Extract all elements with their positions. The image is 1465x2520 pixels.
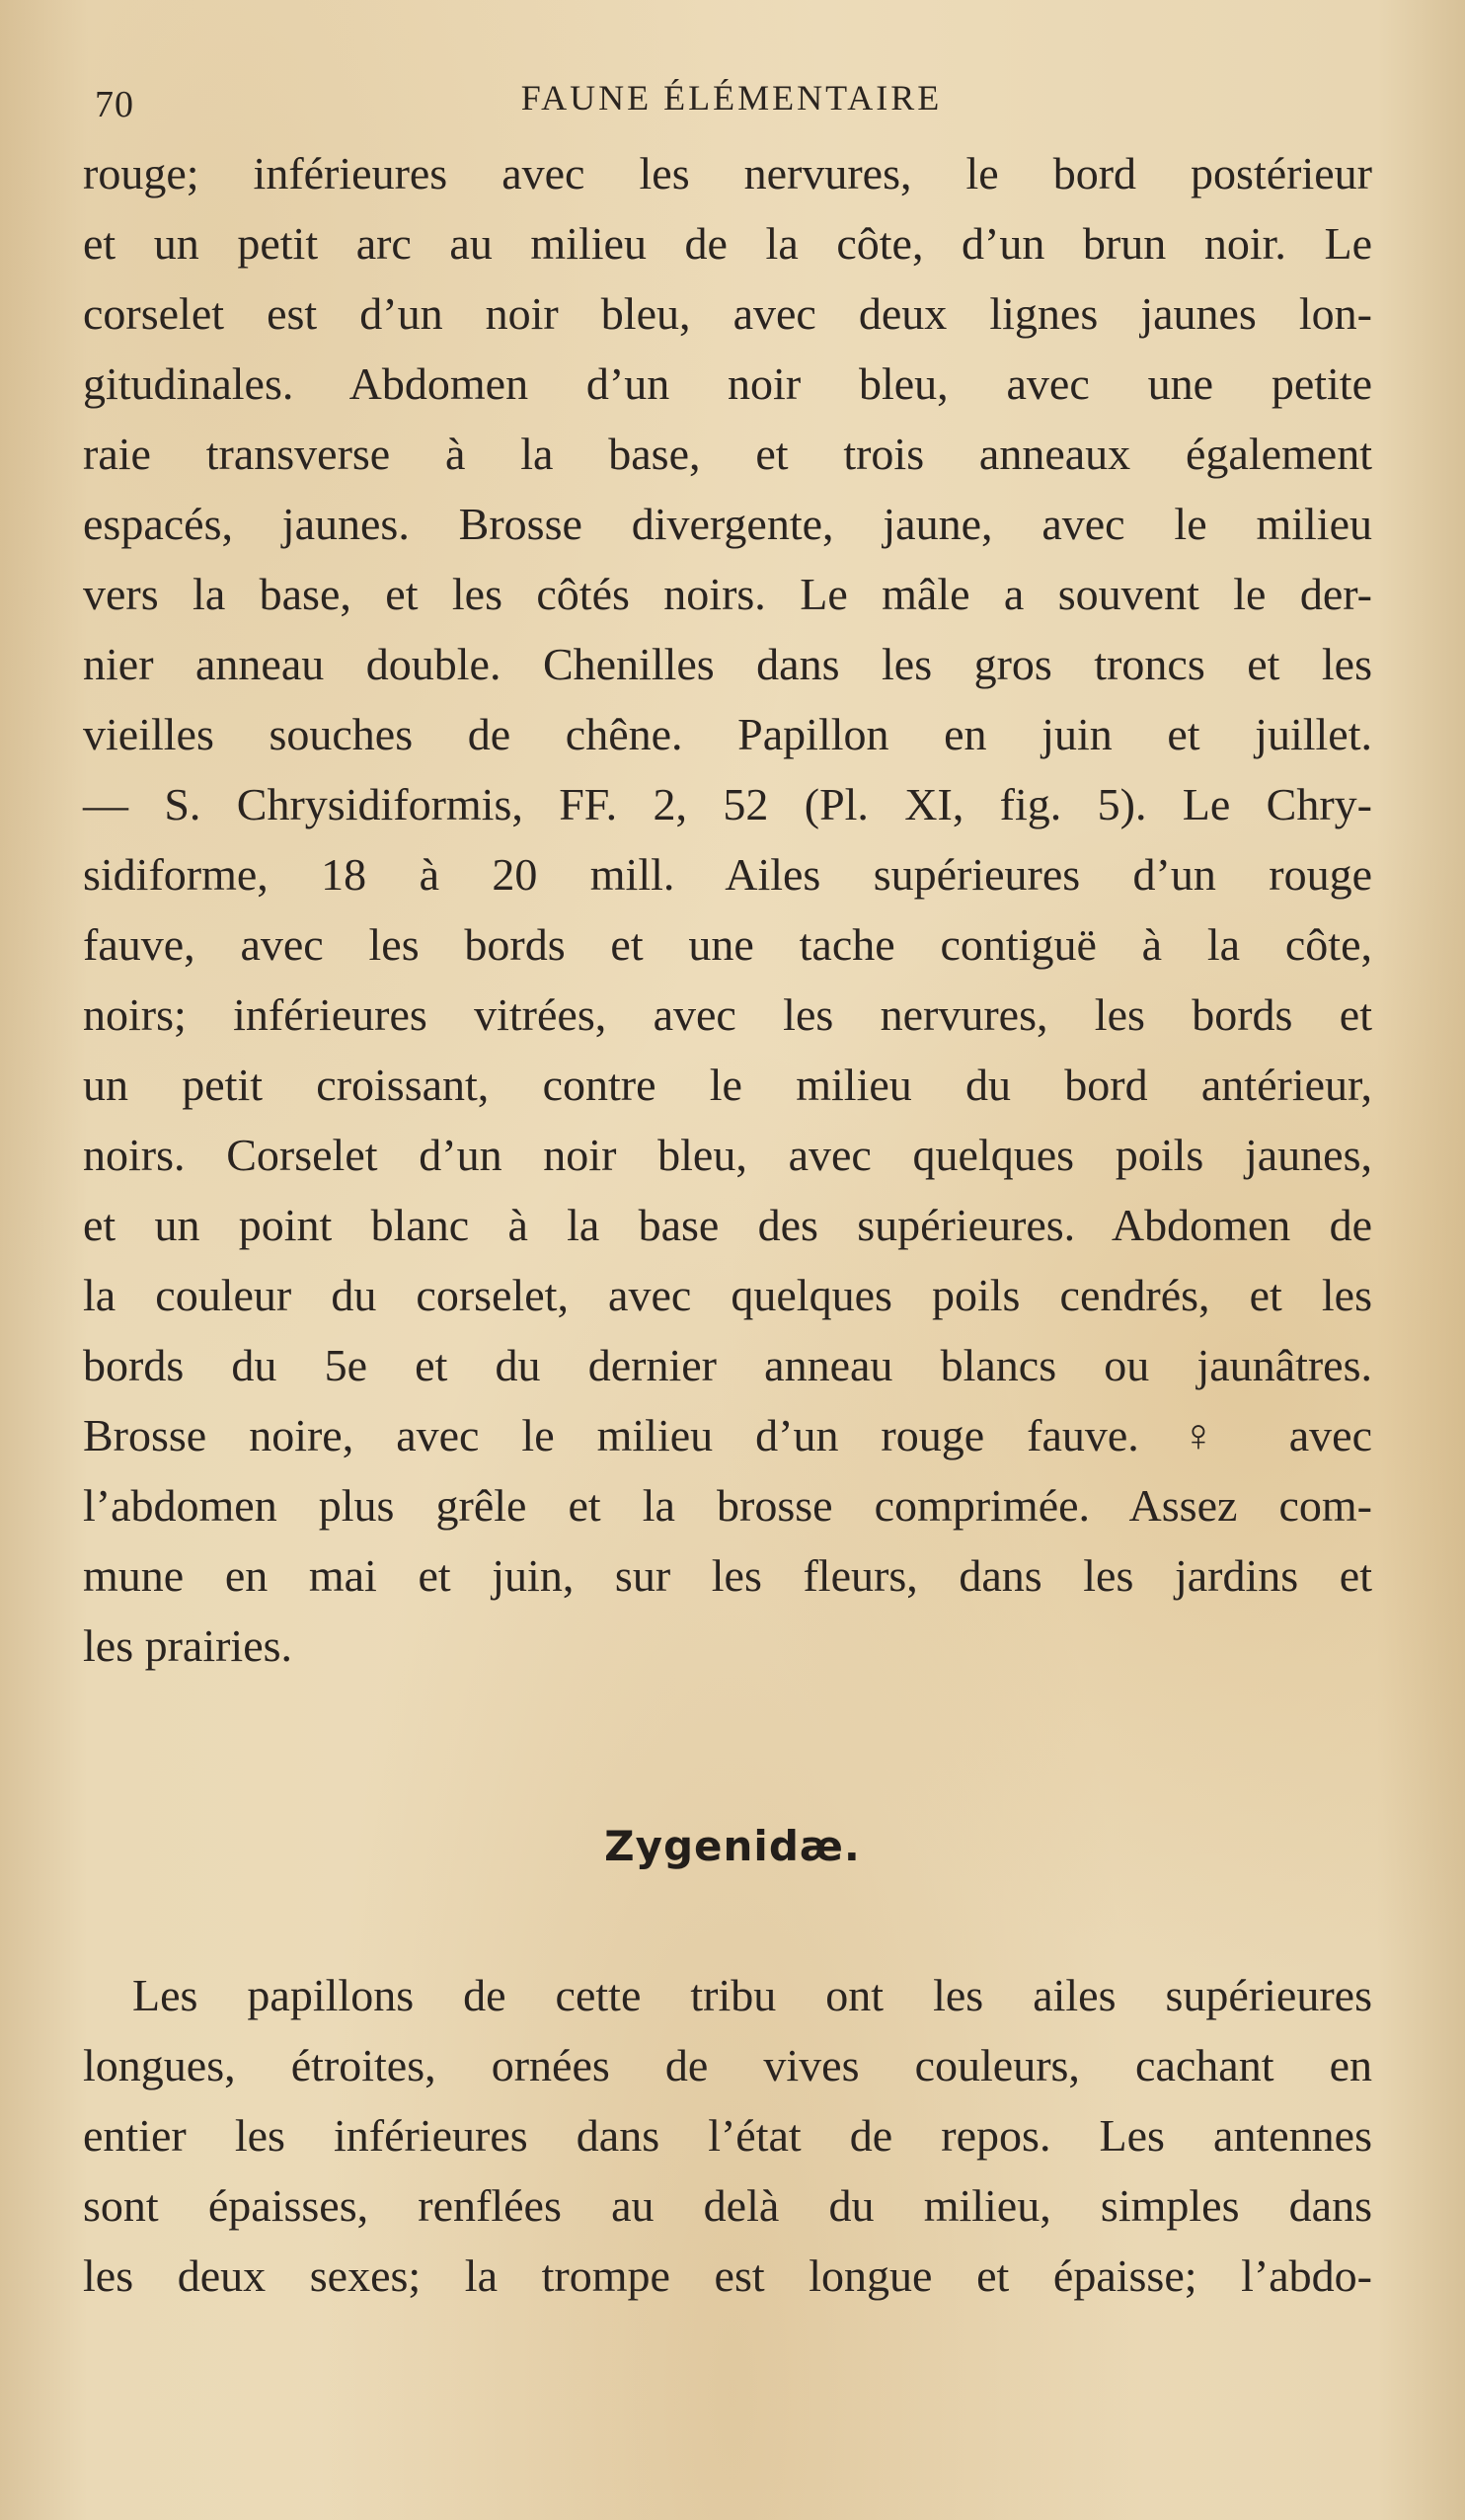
section-heading: Zygenidæ. <box>604 1822 861 1870</box>
text-line: rouge; inférieures avec les nervures, le bord postérieur <box>83 148 1372 198</box>
text-line: bords du 5e et du dernier anneau blancs ou jaunâtres. <box>83 1340 1372 1390</box>
text-line: vieilles souches de chêne. Papillon en juin et juillet. <box>83 709 1372 759</box>
text-line: mune en mai et juin, sur les fleurs, dans les jardins et <box>83 1550 1372 1601</box>
text-line: Brosse noire, avec le milieu d’un rouge fauve. ♀ avec <box>83 1410 1372 1460</box>
text-line: la couleur du corselet, avec quelques poils cendrés, et les <box>83 1270 1372 1320</box>
text-line: longues, étroites, ornées de vives couleurs, cachant en <box>83 2040 1372 2090</box>
text-line: les deux sexes; la trompe est longue et épaisse; l’abdo- <box>83 2250 1372 2301</box>
text-line: fauve, avec les bords et une tache contiguë à la côte, <box>83 919 1372 970</box>
text-line: et un point blanc à la base des supérieures. Abdomen de <box>83 1200 1372 1250</box>
text-line: espacés, jaunes. Brosse divergente, jaune, avec le milieu <box>83 499 1372 549</box>
paragraph-1 <box>83 138 1372 1681</box>
text-line: un petit croissant, contre le milieu du bord antérieur, <box>83 1060 1372 1110</box>
page-number: 70 <box>95 84 134 125</box>
text-line: noirs. Corselet d’un noir bleu, avec quelques poils jaunes, <box>83 1130 1372 1180</box>
text-line: nier anneau double. Chenilles dans les gros troncs et les <box>83 639 1372 689</box>
text-line: les prairies. <box>83 1620 293 1671</box>
text-line: — S. Chrysidiformis, FF. 2, 52 (Pl. XI, fig. 5). Le Chry- <box>83 779 1372 829</box>
text-line: entier les inférieures dans l’état de repos. Les antennes <box>83 2110 1372 2161</box>
text-line: et un petit arc au milieu de la côte, d’un brun noir. Le <box>83 218 1372 269</box>
text-line: vers la base, et les côtés noirs. Le mâle a souvent le der- <box>83 569 1372 619</box>
text-line: sidiforme, 18 à 20 mill. Ailes supérieures d’un rouge <box>83 849 1372 900</box>
page-header <box>95 69 1368 125</box>
text-line: l’abdomen plus grêle et la brosse comprimée. Assez com- <box>83 1480 1372 1531</box>
text-line: raie transverse à la base, et trois anneaux également <box>83 429 1372 479</box>
text-line: corselet est d’un noir bleu, avec deux lignes jaunes lon- <box>83 288 1372 339</box>
text-line: sont épaisses, renflées au delà du milieu, simples dans <box>83 2180 1372 2231</box>
text-line: gitudinales. Abdomen d’un noir bleu, avec une petite <box>83 358 1372 409</box>
paragraph-2 <box>83 1960 1372 2311</box>
text-line: Les papillons de cette tribu ont les ailes supérieures <box>132 1970 1372 2020</box>
running-title: FAUNE ÉLÉMENTAIRE <box>520 78 943 118</box>
text-line: noirs; inférieures vitrées, avec les nervures, les bords et <box>83 989 1372 1040</box>
